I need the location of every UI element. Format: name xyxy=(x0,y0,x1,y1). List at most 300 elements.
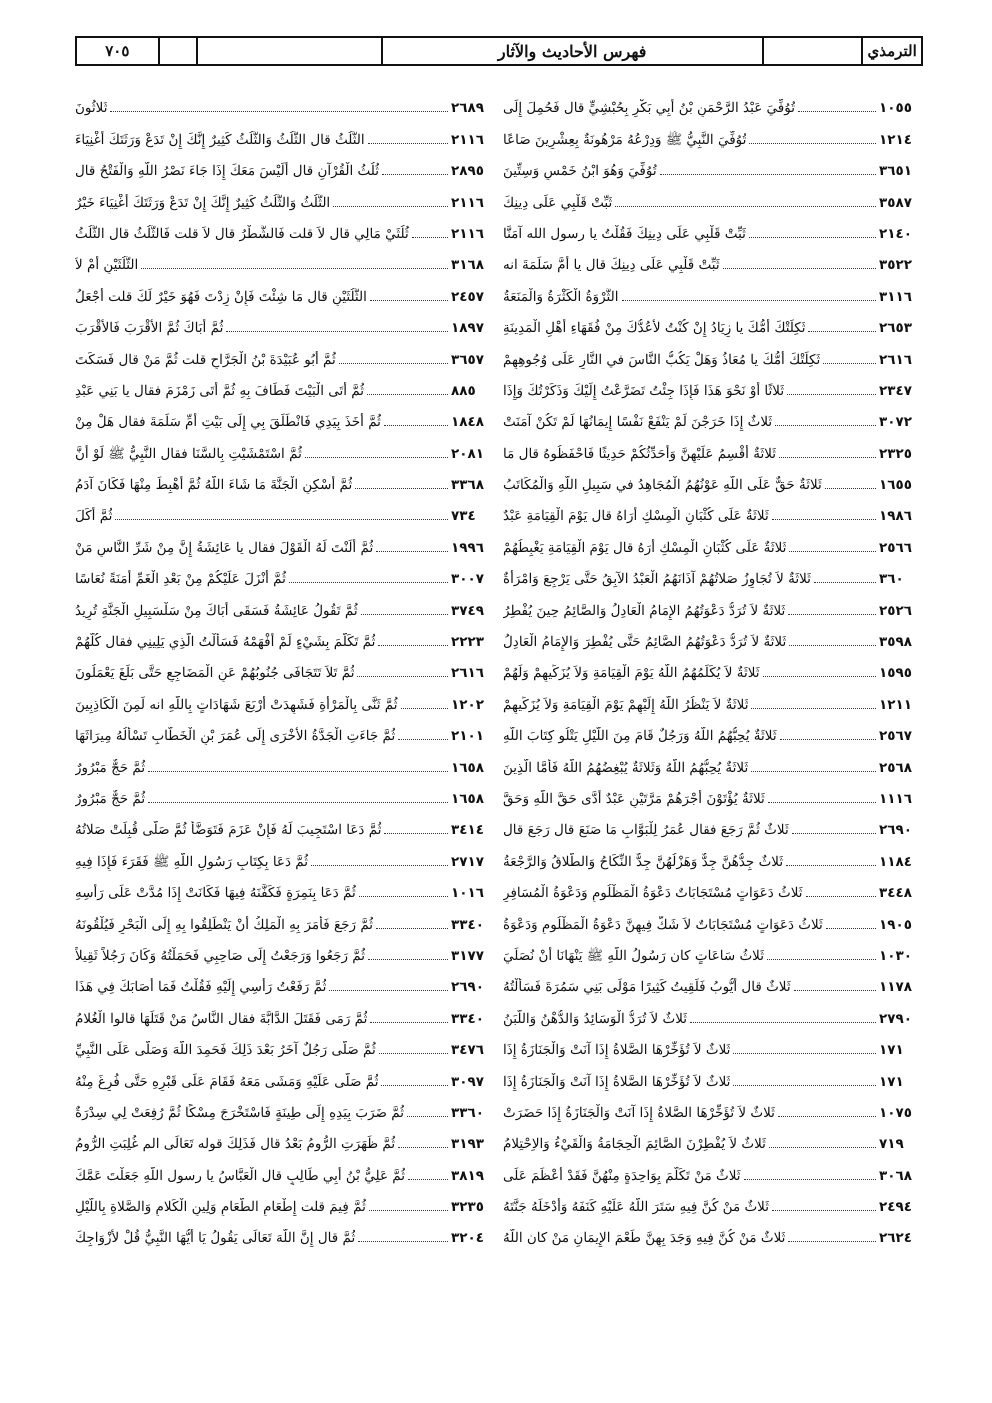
dot-leader xyxy=(808,331,876,332)
dot-leader xyxy=(401,708,448,709)
dot-leader xyxy=(115,519,448,520)
entry-text: ثُمَّ أَبَاكَ ثُمَّ الأَقْرَبَ فَالأَقْرَبَ xyxy=(75,320,224,337)
dot-leader xyxy=(751,708,876,709)
index-entry xyxy=(503,494,923,525)
index-entry xyxy=(503,86,923,117)
index-entry xyxy=(503,431,923,462)
index-entry xyxy=(75,1153,495,1184)
header-empty-cell xyxy=(196,38,380,64)
index-entry xyxy=(75,714,495,745)
index-entry xyxy=(503,243,923,274)
hadith-number: ٣٥٩٨ xyxy=(879,634,912,651)
hadith-number: ١٠١٦ xyxy=(451,885,484,902)
index-page xyxy=(75,36,923,1276)
index-entry xyxy=(503,1091,923,1122)
index-entry xyxy=(75,180,495,211)
hadith-number: ٢٠٨١ xyxy=(451,445,484,462)
dot-leader xyxy=(788,1241,876,1242)
dot-leader xyxy=(289,582,448,583)
index-entry xyxy=(75,1091,495,1122)
hadith-number: ٣٦٥١ xyxy=(879,163,912,180)
dot-leader xyxy=(733,1085,876,1086)
entry-text: ثَلاثُ دَعَوَاتٍ مُسْتَجَابَاتٌ لاَ شَكَّ فِيهِنَّ دَعْوَةُ الْمَظْلُومِ وَدَعْوَةُ xyxy=(503,916,823,933)
index-entry xyxy=(503,400,923,431)
hadith-number: ١٩٨٦ xyxy=(879,508,912,525)
hadith-number: ١٠٣٠ xyxy=(879,947,912,964)
index-entry xyxy=(75,243,495,274)
dot-leader xyxy=(780,739,876,740)
dot-leader xyxy=(368,143,448,144)
hadith-number: ١١١٦ xyxy=(879,790,912,807)
entry-text: ثُمَّ جَاءَتِ الْجَدَّةُ الأُخْرَى إِلَى عُمَرَ بْنِ الْخَطَّابِ تَسْأَلُهُ مِيرَاثَهَا xyxy=(75,728,396,745)
index-entry xyxy=(503,777,923,808)
dot-leader xyxy=(763,676,876,677)
hadith-number: ٢٥٦٦ xyxy=(879,539,912,556)
entry-text: ثَلاثَةٌ يُحِبُّهُمُ اللَّهُ وَرَجُلٌ قَامَ مِنَ اللَّيْلِ يَتْلُو كِتَابَ اللَّهِ xyxy=(503,728,777,745)
hadith-number: ٣٥٨٧ xyxy=(879,194,912,211)
dot-leader xyxy=(806,896,876,897)
index-entry xyxy=(75,1216,495,1247)
entry-text: تُوُفِّيَ عَبْدُ الرَّحْمَنِ بْنُ أَبِي بَكْرٍ بِحُبْشِيٍّ قال فَحُمِلَ إِلَى xyxy=(503,100,795,117)
index-entry xyxy=(503,1122,923,1153)
dot-leader xyxy=(767,959,876,960)
index-entry xyxy=(503,839,923,870)
entry-text: ثُمَّ رَفَعْتُ رَأْسِي إِلَيْهِ فَقُلْتُ فَمَا أَصَابَكَ فِي هَذَا xyxy=(75,979,327,996)
dot-leader xyxy=(690,1022,876,1023)
dot-leader xyxy=(751,771,876,772)
index-entry xyxy=(503,369,923,400)
dot-leader xyxy=(769,1147,876,1148)
dot-leader xyxy=(398,1147,448,1148)
dot-leader xyxy=(778,1116,876,1117)
entry-text: ثُمَّ دَعَا اسْتَجِيبَ لَهُ فَإِنْ عَزَمَ فَتَوَضَّأَ ثُمَّ صَلَّى قُبِلَتْ صَلاتُهُ xyxy=(75,822,382,839)
dot-leader xyxy=(382,174,448,175)
index-entry xyxy=(75,274,495,305)
entry-text: ثَلاثٌ لاَ تُؤَخِّرْهَا الصَّلاةُ إِذَا آنَتْ وَالْجَنَازَةُ إِذَا xyxy=(503,1042,731,1059)
hadith-number: ٣٥٢٢ xyxy=(879,257,912,274)
hadith-number: ٢٦٩٠ xyxy=(451,979,484,996)
index-entry xyxy=(503,149,923,180)
entry-text: ثُمَّ صَلَّى رَجُلٌ آخَرُ بَعْدَ ذَلِكَ فَحَمِدَ اللَّهَ وَصَلَّى عَلَى النَّبِيِّ xyxy=(75,1042,376,1059)
entry-text: ثَلاثٌ لاَ يُفْطِرْنَ الصَّائِمَ الْحِجَامَةُ وَالْقَيْءُ وَالاِحْتِلامُ xyxy=(503,1136,766,1153)
dot-leader xyxy=(772,1210,876,1211)
dot-leader xyxy=(378,645,448,646)
hadith-number: ١٧١ xyxy=(879,1042,904,1059)
index-entry xyxy=(503,871,923,902)
dot-leader xyxy=(384,425,448,426)
entry-text: ثَلاثَةٌ يُؤْتَوْنَ أَجْرَهُمْ مَرَّتَيْنِ عَبْدٌ أَدَّى حَقَّ اللَّهِ وَحَقَّ xyxy=(503,790,765,807)
hadith-number: ١٥٩٥ xyxy=(879,665,912,682)
dot-leader xyxy=(660,174,876,175)
entry-text: ثَلاثٌ ثُمَّ رَجَعَ فقال عُمَرُ لِلْبَوَّابِ مَا صَنَعَ قال رَجَعَ قال xyxy=(503,822,789,839)
entry-text: ثُمَّ حَجٌّ مَبْرُورٌ xyxy=(75,790,146,807)
index-entry xyxy=(75,212,495,243)
hadith-number: ٣٦٠ xyxy=(879,571,904,588)
dot-leader xyxy=(398,739,448,740)
header-page-number: ٧٠٥ xyxy=(105,42,130,60)
hadith-number: ٣٠٠٧ xyxy=(451,571,484,588)
hadith-number: ٢٦٥٣ xyxy=(879,320,912,337)
dot-leader xyxy=(825,488,876,489)
dot-leader xyxy=(787,394,876,395)
entry-text: ثَلاثَةٌ لاَ يُكَلِّمُهُمُ اللَّهُ يَوْمَ الْقِيَامَةِ وَلاَ يُزَكِّيهِمْ وَلَهُمْ xyxy=(503,665,760,682)
entry-text: ثُمَّ أَخَذَ بِيَدِي فَانْطَلَقَ بِي إِلَى بَيْتِ أُمِّ سَلَمَةَ فقال هَلْ مِنْ xyxy=(75,414,381,431)
hadith-number: ٢٧١٧ xyxy=(451,853,484,870)
entry-text: ثَلاثٌ قال أَيُّوبُ فَلَقِيتُ كَثِيرًا مَوْلَى بَنِي سَمُرَةَ فَسَأَلْتُهُ xyxy=(503,979,791,996)
entry-text: ثَكِلَتْكَ أُمُّكَ يا مُعَاذُ وَهَلْ يَكُبُّ النَّاسَ في النَّارِ عَلَى وُجُوهِهِمْ xyxy=(503,351,821,368)
hadith-number: ١٦٥٥ xyxy=(879,477,912,494)
index-entry xyxy=(75,369,495,400)
hadith-number: ٢٦٢٤ xyxy=(879,1230,912,1247)
index-entry xyxy=(75,86,495,117)
hadith-number: ١٧١ xyxy=(879,1073,904,1090)
entry-text: ثُمَّ رَجَعَ فَأَمَرَ بِهِ الْمَلِكُ أَنْ يَنْطَلِقُوا بِهِ إِلَى الْبَحْرِ فَيُلْقُونَهُ xyxy=(75,916,374,933)
entry-text: ثَلاثَةٌ عَلَى كُثْبَانِ الْمِسْكِ أُرَهُ قال يَوْمَ الْقِيَامَةِ يَغْبِطُهُمْ xyxy=(503,539,787,556)
hadith-number: ٣٠٩٧ xyxy=(451,1073,484,1090)
entry-text: ثُمَّ صَلَّى عَلَيْهِ وَمَشَى مَعَهُ فَقَامَ عَلَى قَبْرِهِ حَتَّى فُرِغَ مِنْهُ xyxy=(75,1073,379,1090)
index-entry xyxy=(503,996,923,1027)
hadith-number: ٢٥٢٦ xyxy=(879,602,912,619)
entry-text: تُوُفِّيَ وَهُوَ ابْنُ خَمْسٍ وَسِتِّينَ xyxy=(503,163,657,180)
index-entry xyxy=(75,463,495,494)
index-entry xyxy=(503,588,923,619)
entry-text: ثَلاثٌ لاَ تُؤَخِّرْهَا الصَّلاةُ إِذَا آنَتْ وَالْجَنَازَةُ إِذَا حَضَرَتْ xyxy=(503,1104,775,1121)
dot-leader xyxy=(376,551,448,552)
index-entry xyxy=(75,777,495,808)
dot-leader xyxy=(772,519,876,520)
index-entry xyxy=(75,1122,495,1153)
dot-leader xyxy=(329,990,448,991)
index-entry xyxy=(75,934,495,965)
hadith-number: ١٦٥٨ xyxy=(451,759,484,776)
index-entry xyxy=(503,557,923,588)
entry-text: ثَلاثٌ لاَ تُرَدُّ الْوَسَائِدُ وَالدُّهْنُ وَاللَّبَنُ xyxy=(503,1010,688,1027)
index-entry xyxy=(75,871,495,902)
entry-text: ثَلاثٌ جِدُّهُنَّ جِدٌّ وَهَزْلُهُنَّ جِدٌّ النِّكَاحُ وَالطَّلاقُ وَالرَّجْعَةُ xyxy=(503,853,784,870)
dot-leader xyxy=(789,645,876,646)
entry-text: ثَبِّتْ قَلْبِي عَلَى دِينِكَ قال يا أُمَّ سَلَمَةَ انه xyxy=(503,257,720,274)
index-entry xyxy=(75,494,495,525)
hadith-number: ٢١٠١ xyxy=(451,728,484,745)
index-entry xyxy=(503,117,923,148)
right-column xyxy=(503,86,923,1247)
hadith-number: ٣٣٤٠ xyxy=(451,916,484,933)
index-entry xyxy=(503,745,923,776)
entry-text: ثُمَّ أَلَنْتَ لَهُ الْقَوْلَ فقال يا عَائِشَةُ إِنَّ مِنْ شَرِّ النَّاسِ مَنْ xyxy=(75,539,374,556)
hadith-number: ٢١١٦ xyxy=(451,131,484,148)
hadith-number: ٧١٩ xyxy=(879,1136,904,1153)
index-entry xyxy=(503,525,923,556)
dot-leader xyxy=(361,614,448,615)
index-entry xyxy=(75,1185,495,1216)
hadith-number: ٣٠٧٢ xyxy=(879,414,912,431)
hadith-number: ٣٢٣٥ xyxy=(451,1199,484,1216)
index-entry xyxy=(75,149,495,180)
dot-leader xyxy=(407,1116,448,1117)
hadith-number: ٢٤٩٤ xyxy=(879,1199,912,1216)
entry-text: ثَلاثَةٌ لاَ تُرَدُّ دَعْوَتُهُمُ الإِمَامُ الْعَادِلُ وَالصَّائِمُ حِينَ يُفْطِرُ xyxy=(503,602,786,619)
entry-text: الثُّلُثَيْنِ أَمْ لاَ xyxy=(75,257,139,274)
dot-leader xyxy=(823,363,876,364)
hadith-number: ٢١١٦ xyxy=(451,225,484,242)
hadith-number: ٢٧٩٠ xyxy=(879,1010,912,1027)
dot-leader xyxy=(814,582,876,583)
entry-text: الثَّرْوَةُ الْكَثْرَةُ وَالْمَنَعَةُ xyxy=(503,288,619,305)
hadith-number: ٣١٦٨ xyxy=(451,257,484,274)
dot-leader xyxy=(339,363,448,364)
dot-leader xyxy=(615,206,876,207)
hadith-number: ١٨٤٨ xyxy=(451,414,484,431)
dot-leader xyxy=(369,1210,448,1211)
entry-text: ثَلاثًا أَوْ نَحْوَ هَذَا فَإِذَا جِئْتُ تَضَرَّعْتُ إِلَيْكَ وَذَكَرْتُكَ وَإِذَا xyxy=(503,382,785,399)
dot-leader xyxy=(794,990,876,991)
hadith-number: ١١٧٨ xyxy=(879,979,912,996)
hadith-number: ٢١٤٠ xyxy=(879,225,912,242)
hadith-number: ٢٣٢٥ xyxy=(879,445,912,462)
entry-text: ثُمَّ أَتَى الْبَيْتَ فَطَافَ بِهِ ثُمَّ أَتَى زَمْزَمَ فقال يا بَنِي عَبْدِ xyxy=(75,382,365,399)
hadith-number: ٣٤١٤ xyxy=(451,822,484,839)
hadith-number: ١٢١٤ xyxy=(879,131,912,148)
entry-text: ثُمَّ ثَنَّى بِالْمَرْأَةِ فَشَهِدَتْ أَرْبَعَ شَهَادَاتٍ بِاللَّهِ انه لَمِنَ الْكَاذِبِينَ xyxy=(75,696,398,713)
entry-text: الثُّلُثُ وَالثُّلُثُ كَثِيرٌ إِنَّكَ إِنْ تَدَعْ وَرَثَتَكَ أَغْنِيَاءَ خَيْرٌ xyxy=(75,194,331,211)
entry-text: ثَكِلَتْكَ أُمُّكَ يا زِيَادُ إِنْ كُنْتُ لأَعُدُّكَ مِنْ فُقَهَاءِ أَهْلِ الْمَدِينَةِ xyxy=(503,320,806,337)
dot-leader xyxy=(779,457,876,458)
entry-text: ثُمَّ ظَهَرَتِ الرُّومُ بَعْدُ قال فَذَلِكَ قوله تَعَالَى الم غُلِبَتِ الرُّومُ xyxy=(75,1136,396,1153)
entry-text: ثُمَّ تَكَلَّمَ بِشَيْءٍ لَمْ أَفْهَمْهُ فَسَأَلْتُ الَّذِي يَلِينِي فقال كُلُّهُمْ xyxy=(75,634,376,651)
index-entry xyxy=(503,682,923,713)
hadith-number: ٣٤٧٦ xyxy=(451,1042,484,1059)
entry-text: ثُلُثُ الْقُرْآنِ قال أَلَيْسَ مَعَكَ إِذَا جَاءَ نَصْرُ اللَّهِ وَالْفَتْحُ قال xyxy=(75,163,380,180)
hadith-number: ٢٦٩٠ xyxy=(879,822,912,839)
entry-text: تُوُفِّيَ النَّبِيُّ ﷺ وَدِرْعُهُ مَرْهُونَةٌ بِعِشْرِينَ صَاعًا xyxy=(503,131,747,148)
dot-leader xyxy=(311,865,448,866)
dot-leader xyxy=(359,896,448,897)
dot-leader xyxy=(376,928,448,929)
entry-text: ثَلاثُونَ xyxy=(75,100,108,117)
entry-text: ثُمَّ دَعَا بِنَمِرَةٍ فَكَفَّنَهُ فِيهَا فَكَانَتْ إِذَا مُدَّتْ عَلَى رَأْسِهِ xyxy=(75,885,356,902)
entry-text: ثُمَّ ضَرَبَ بِيَدِهِ إِلَى طِينَةٍ فَاسْتَخْرَجَ مِسْكًا ثُمَّ رُفِعَتْ لِي سِدْرَةٌ xyxy=(75,1104,405,1121)
index-entry xyxy=(75,117,495,148)
index-entry xyxy=(75,306,495,337)
index-entry xyxy=(503,1216,923,1247)
index-entry xyxy=(75,525,495,556)
entry-text: ثَلاثَةٌ حَقٌّ عَلَى اللَّهِ عَوْنُهُمُ الْمُجَاهِدُ في سَبِيلِ اللَّهِ وَالْمُكَاتَبُ xyxy=(503,477,822,494)
dot-leader xyxy=(148,771,448,772)
dot-leader xyxy=(110,111,448,112)
hadith-number: ٣٣٦٠ xyxy=(451,1104,484,1121)
dot-leader xyxy=(622,300,877,301)
dot-leader xyxy=(358,1241,448,1242)
header-book-name: الترمذي xyxy=(861,38,921,64)
hadith-number: ٣٢٠٤ xyxy=(451,1230,484,1247)
hadith-number: ٢٥٦٨ xyxy=(879,759,912,776)
dot-leader xyxy=(749,143,876,144)
hadith-number: ٢٦١٦ xyxy=(451,665,484,682)
index-entry xyxy=(75,808,495,839)
index-entry xyxy=(503,902,923,933)
hadith-number: ٣٨١٩ xyxy=(451,1167,484,1184)
entry-text: ثُمَّ رَجَعُوا وَرَجَعْتُ إِلَى صَاحِبِي فَحَمَلْتُهُ وَكَانَ رَجُلاً ثَقِيلاً xyxy=(75,947,366,964)
dot-leader xyxy=(305,457,448,458)
entry-text: ثَلاثَةٌ أُقْسِمُ عَلَيْهِنَّ وَأُحَدِّثُكُمْ حَدِيثًا فَاحْفَظُوهُ قال مَا xyxy=(503,445,777,462)
entry-text: ثَلاثٌ مَنْ كُنَّ فِيهِ سَتَرَ اللَّهُ عَلَيْهِ كَنَفَهُ وَأَدْخَلَهُ جَنَّتَهُ xyxy=(503,1199,769,1216)
dot-leader xyxy=(148,802,448,803)
hadith-number: ٣٣٦٨ xyxy=(451,477,484,494)
index-entry xyxy=(75,1028,495,1059)
hadith-number: ١١٨٤ xyxy=(879,853,912,870)
entry-text: ثُمَّ أَسْكِنِ الْجَنَّةَ مَا شَاءَ اللَّهُ ثُمَّ أُهْبِطَ مِنْهَا فَكَانَ آدَمُ xyxy=(75,477,353,494)
index-entry xyxy=(503,1059,923,1090)
entry-text: ثُمَّ تَلاَ تَتَجَافَى جُنُوبُهُمْ عَنِ الْمَضَاجِعِ حَتَّى بَلَغَ يَعْمَلُونَ xyxy=(75,665,355,682)
entry-text: ثُمَّ اسْتَمْشَيْتِ بِالسَّنَا فقال النَّبِيُّ ﷺ لَوْ أَنَّ xyxy=(75,445,302,462)
hadith-number: ٣٤٤٨ xyxy=(879,885,912,902)
hadith-number: ٣٣٤٠ xyxy=(451,1010,484,1027)
hadith-number: ٣٦٥٧ xyxy=(451,351,484,368)
entry-text: ثُمَّ أَنْزَلَ عَلَيْكُمْ مِنْ بَعْدِ الْغَمِّ أَمَنَةً نُعَاسًا xyxy=(75,571,286,588)
dot-leader xyxy=(792,833,876,834)
index-entry xyxy=(75,902,495,933)
dot-leader xyxy=(333,206,448,207)
hadith-number: ٢٤٥٧ xyxy=(451,288,484,305)
left-column xyxy=(75,86,495,1247)
dot-leader xyxy=(786,865,876,866)
index-entry xyxy=(503,180,923,211)
entry-text: ثُمَّ أَبُو عُبَيْدَةَ بْنُ الْجَرَّاحِ قلت ثُمَّ مَنْ قال فَسَكَتَ xyxy=(75,351,336,368)
index-entry xyxy=(503,1153,923,1184)
entry-text: الثُّلُثَيْنِ قال مَا شِئْتَ فَإِنْ زِدْتَ فَهُوَ خَيْرٌ لَكَ قلت أَجْعَلُ xyxy=(75,288,367,305)
hadith-number: ٣١٩٣ xyxy=(451,1136,484,1153)
dot-leader xyxy=(357,676,448,677)
index-entry xyxy=(503,714,923,745)
dot-leader xyxy=(384,833,448,834)
entry-text: ثُمَّ دَعَا بِكِتَابِ رَسُولِ اللَّهِ ﷺ فَقَرَءَ فَإِذَا فِيهِ xyxy=(75,853,309,870)
hadith-number: ١٦٥٨ xyxy=(451,790,484,807)
dot-leader xyxy=(141,268,448,269)
dot-leader xyxy=(355,488,448,489)
index-entry xyxy=(75,557,495,588)
dot-leader xyxy=(370,1022,448,1023)
hadith-number: ٢٣٤٧ xyxy=(879,382,912,399)
header-index-title: فهرس الأحاديث والآثار xyxy=(381,38,762,64)
dot-leader xyxy=(367,394,448,395)
header-empty-cell xyxy=(158,38,197,64)
hadith-number: ٢٥٦٧ xyxy=(879,728,912,745)
index-entry xyxy=(503,808,923,839)
index-entry xyxy=(75,965,495,996)
entry-text: ثَلاثٌ مَنْ كُنَّ فِيهِ وَجَدَ بِهِنَّ طَعْمَ الإِيمَانِ مَنْ كان اللَّهُ xyxy=(503,1230,786,1247)
dot-leader xyxy=(789,551,876,552)
index-entry xyxy=(503,620,923,651)
entry-text: ثُمَّ تَقُولُ عَائِشَةُ فَسَقَى أَبَاكَ مِنْ سَلْسَبِيلِ الْجَنَّةِ تُرِيدُ xyxy=(75,602,358,619)
index-entry xyxy=(503,337,923,368)
entry-text: ثُمَّ عَلِيُّ بْنُ أَبِي طَالِبٍ قال الْعَبَّاسُ يا رسول اللَّهِ جَعَلْتَ عَمَّكَ xyxy=(75,1167,406,1184)
index-entry xyxy=(75,337,495,368)
hadith-number: ٣٧٤٩ xyxy=(451,602,484,619)
dot-leader xyxy=(744,1179,876,1180)
entry-text: ثَلاثُ دَعَوَاتٍ مُسْتَجَابَاتٌ دَعْوَةُ الْمَظْلُومِ وَدَعْوَةُ الْمُسَافِرِ xyxy=(503,885,803,902)
index-entry xyxy=(503,463,923,494)
dot-leader xyxy=(412,237,448,238)
index-entry xyxy=(503,965,923,996)
dot-leader xyxy=(368,959,448,960)
entry-text: الثُّلُثُ قال الثُّلُثُ وَالثُّلُثُ كَثِيرٌ إِنَّكَ إِنْ تَدَعْ وَرَثَتَكَ أَغْنِيَاءَ xyxy=(75,131,365,148)
index-entry xyxy=(503,274,923,305)
entry-text: ثَبِّتْ قَلْبِي عَلَى دِينِكَ فَقُلْتُ يا رسول الله آمَنَّا xyxy=(503,225,746,242)
hadith-number: ٧٣٤ xyxy=(451,508,476,525)
entry-text: ثَلاثَةٌ لاَ تُجَاوِزُ صَلاتُهُمْ آذَانَهُمُ الْعَبْدُ الآبِقُ حَتَّى يَرْجِعَ وَامْرَأَةٌ xyxy=(503,571,811,588)
index-entry xyxy=(503,1185,923,1216)
hadith-number: ٣٠٦٨ xyxy=(879,1167,912,1184)
dot-leader xyxy=(788,614,876,615)
dot-leader xyxy=(723,268,876,269)
entry-text: ثُلُثَيْ مَالِي قال لاَ قلت فَالشَّطْرُ قال لاَ قلت فَالثُّلُثُ قال الثُّلُثُ xyxy=(75,225,409,242)
hadith-number: ١٠٥٥ xyxy=(879,100,912,117)
entry-text: ثُمَّ حَجٌّ مَبْرُورٌ xyxy=(75,759,146,776)
entry-text: ثُمَّ أَكَلَ xyxy=(75,508,113,525)
entry-text: ثَلاثٌ إِذَا خَرَجْنَ لَمْ يَنْفَعْ نَفْسًا إِيمَانُهَا لَمْ تَكُنْ آمَنَتْ xyxy=(503,414,773,431)
entry-text: ثَلاثٌ لاَ تُؤَخِّرْهَا الصَّلاةُ إِذَا آنَتْ وَالْجَنَازَةُ إِذَا xyxy=(503,1073,731,1090)
index-entry xyxy=(503,1028,923,1059)
hadith-number: ٢٦١٦ xyxy=(879,351,912,368)
hadith-number: ٢٦٨٩ xyxy=(451,100,484,117)
entry-text: ثَلاثَةٌ يُحِبُّهُمُ اللَّهُ وَثَلاثَةٌ يُبْغِضُهُمُ اللَّهُ فَأَمَّا الَّذِينَ xyxy=(503,759,749,776)
dot-leader xyxy=(768,802,876,803)
hadith-number: ١٠٧٥ xyxy=(879,1104,912,1121)
hadith-number: ٢٢٢٣ xyxy=(451,634,484,651)
dot-leader xyxy=(408,1179,448,1180)
entry-text: ثُمَّ رَمَى فَقَتَلَ الدَّابَّةَ فقال النَّاسُ مَنْ قَتَلَهَا قالوا الْغُلامُ xyxy=(75,1010,368,1027)
dot-leader xyxy=(775,425,876,426)
index-entry xyxy=(503,306,923,337)
dot-leader xyxy=(826,928,876,929)
entry-text: ثُمَّ فِيمَ قلت إِطْعَامِ الطَّعَامِ وَلِينِ الْكَلامِ وَالصَّلاةِ بِاللَّيْلِ xyxy=(75,1199,366,1216)
dot-leader xyxy=(798,111,876,112)
entry-text: ثَلاثَةٌ عَلَى كُثْبَانِ الْمِسْكِ أُرَاهُ قال يَوْمَ الْقِيَامَةِ عَبْدٌ xyxy=(503,508,769,525)
dot-leader xyxy=(749,237,876,238)
entry-text: ثَلاثَةٌ لاَ تُرَدُّ دَعْوَتُهُمُ الصَّائِمُ حَتَّى يُفْطِرَ وَالإِمَامُ الْعَادِلُ xyxy=(503,634,787,651)
entry-text: ثَلاثَةٌ لاَ يَنْظُرُ اللَّهُ إِلَيْهِمْ يَوْمَ الْقِيَامَةِ وَلاَ يُزَكِّيهِمْ xyxy=(503,696,749,713)
entry-text: ثَلاثٌ مَنْ تَكَلَّمَ بِوَاحِدَةٍ مِنْهُنَّ فَقَدْ أَعْظَمَ عَلَى xyxy=(503,1167,741,1184)
index-entry xyxy=(503,651,923,682)
entry-text: ثَبِّتْ قَلْبِي عَلَى دِينِكَ xyxy=(503,194,613,211)
index-entry xyxy=(75,588,495,619)
index-entry xyxy=(75,1059,495,1090)
index-entry xyxy=(503,212,923,243)
index-entry xyxy=(75,996,495,1027)
dot-leader xyxy=(379,1053,448,1054)
entry-text: ثَلاثُ سَاعَاتٍ كان رَسُولُ اللَّهِ ﷺ يَنْهَانَا أَنْ نُصَلِّيَ xyxy=(503,947,764,964)
index-entry xyxy=(75,651,495,682)
hadith-number: ١٩٩٦ xyxy=(451,539,484,556)
hadith-number: ٢٨٩٥ xyxy=(451,163,484,180)
index-entry xyxy=(75,431,495,462)
dot-leader xyxy=(370,300,448,301)
index-entry xyxy=(503,934,923,965)
hadith-number: ٣١١٦ xyxy=(879,288,912,305)
entry-text: ثُمَّ قال إِنَّ اللَّهَ تَعَالَى يَقُولُ يَا أَيُّهَا النَّبِيُّ قُلْ لأَزْوَاجِكَ xyxy=(75,1230,356,1247)
hadith-number: ١٢١١ xyxy=(879,696,912,713)
hadith-number: ٨٨٥ xyxy=(451,382,476,399)
index-entry xyxy=(75,400,495,431)
index-entry xyxy=(75,620,495,651)
dot-leader xyxy=(226,331,448,332)
index-entry xyxy=(75,682,495,713)
hadith-number: ٣١٧٧ xyxy=(451,947,484,964)
hadith-number: ١٨٩٧ xyxy=(451,320,484,337)
hadith-number: ١٢٠٢ xyxy=(451,696,484,713)
index-entry xyxy=(75,839,495,870)
page-header xyxy=(75,36,923,66)
